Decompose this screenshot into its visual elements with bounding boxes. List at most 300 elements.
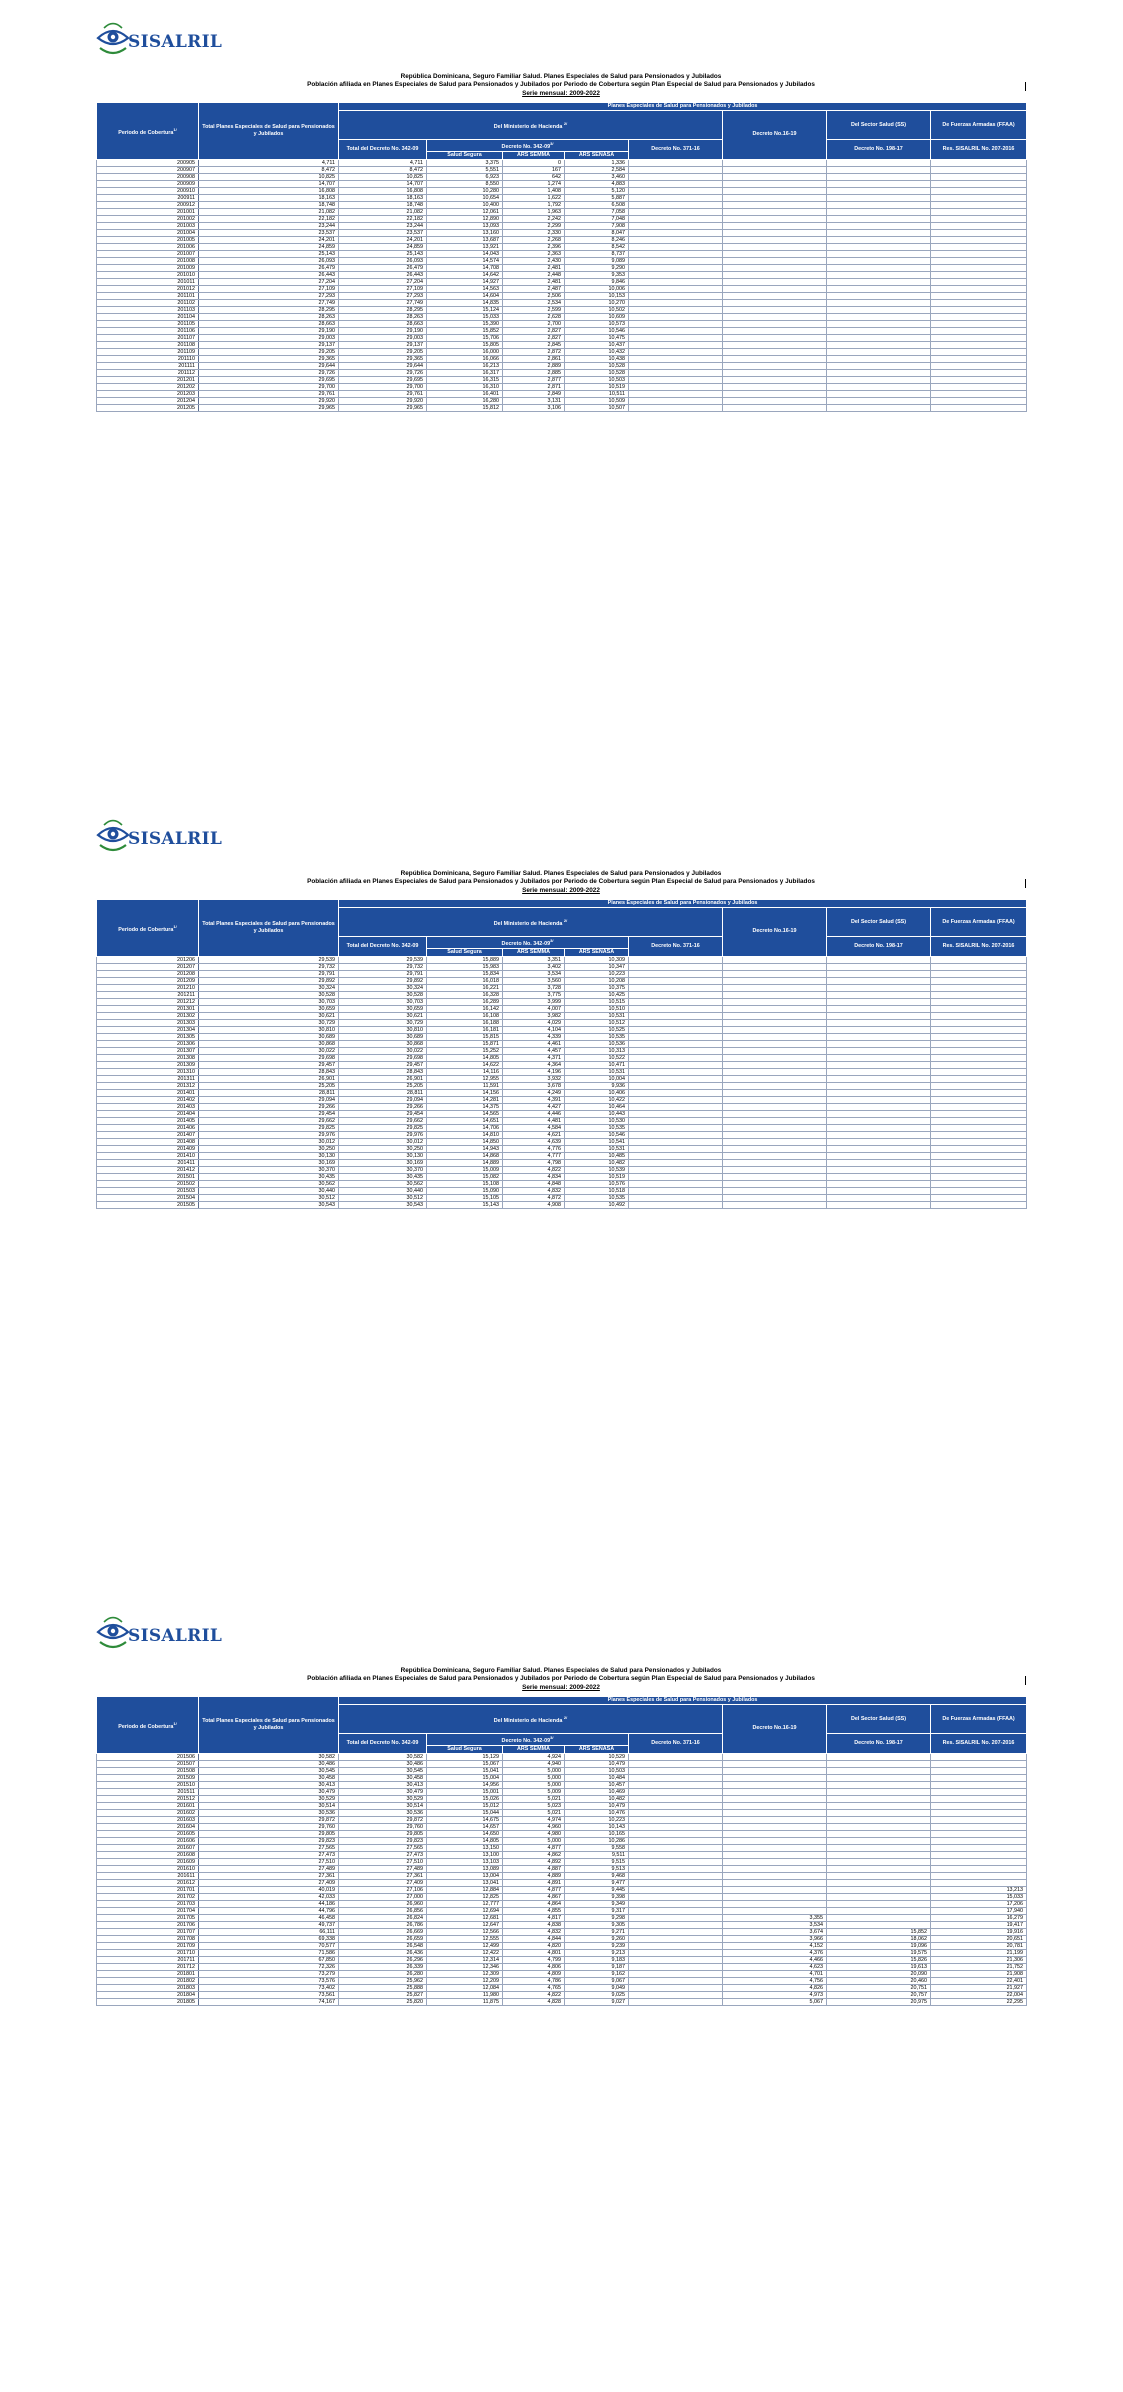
value-cell — [629, 362, 723, 369]
value-cell: 5,023 — [503, 1802, 565, 1809]
value-cell: 29,726 — [339, 369, 427, 376]
value-cell — [723, 355, 827, 362]
value-cell — [723, 1019, 827, 1026]
table-row — [97, 1844, 1027, 1851]
value-cell — [827, 1851, 931, 1858]
value-cell: 2,700 — [503, 320, 565, 327]
value-cell: 29,003 — [339, 334, 427, 341]
table-row — [97, 998, 1027, 1005]
value-cell: 4,872 — [503, 1194, 565, 1201]
value-cell: 29,700 — [339, 383, 427, 390]
value-cell: 30,528 — [199, 991, 339, 998]
value-cell — [723, 348, 827, 355]
value-cell — [827, 278, 931, 285]
coverage-table — [96, 102, 1052, 412]
value-cell: 10,443 — [565, 1110, 629, 1117]
value-cell: 4,891 — [503, 1879, 565, 1886]
header-salud-segura: Salud Segura — [427, 1745, 503, 1753]
value-cell: 9,317 — [565, 1907, 629, 1914]
value-cell — [827, 1879, 931, 1886]
value-cell: 13,150 — [427, 1844, 503, 1851]
value-cell — [723, 1774, 827, 1781]
period-cell: 201607 — [97, 1844, 199, 1851]
value-cell — [629, 1851, 723, 1858]
value-cell: 26,479 — [199, 264, 339, 271]
value-cell: 10,825 — [339, 173, 427, 180]
value-cell: 2,827 — [503, 334, 565, 341]
period-cell: 201109 — [97, 348, 199, 355]
value-cell: 30,659 — [339, 1005, 427, 1012]
value-cell: 40,019 — [199, 1886, 339, 1893]
value-cell: 2,396 — [503, 243, 565, 250]
value-cell: 29,695 — [199, 376, 339, 383]
period-cell: 201410 — [97, 1152, 199, 1159]
period-cell: 201709 — [97, 1942, 199, 1949]
value-cell — [723, 1795, 827, 1802]
value-cell: 14,565 — [427, 1110, 503, 1117]
title-edge-mark — [1025, 82, 1026, 91]
value-cell — [723, 1760, 827, 1767]
table-row — [97, 1082, 1027, 1089]
value-cell: 30,022 — [199, 1047, 339, 1054]
value-cell — [629, 1949, 723, 1956]
value-cell — [931, 1131, 1027, 1138]
value-cell: 12,309 — [427, 1970, 503, 1977]
value-cell: 14,116 — [427, 1068, 503, 1075]
value-cell: 4,446 — [503, 1110, 565, 1117]
logo-wordmark: SISALRIL — [128, 1626, 223, 1646]
value-cell — [723, 1781, 827, 1788]
table-row — [97, 215, 1027, 222]
value-cell — [629, 271, 723, 278]
value-cell: 9,298 — [565, 1914, 629, 1921]
value-cell — [723, 201, 827, 208]
value-cell: 10,223 — [565, 1816, 629, 1823]
value-cell — [827, 1823, 931, 1830]
value-cell — [931, 250, 1027, 257]
table-row — [97, 383, 1027, 390]
header-ars-senasa: ARS SENASA — [565, 948, 629, 956]
value-cell: 3,932 — [503, 1075, 565, 1082]
table-row — [97, 1089, 1027, 1096]
value-cell: 14,707 — [199, 180, 339, 187]
period-cell: 201209 — [97, 977, 199, 984]
value-cell — [931, 208, 1027, 215]
value-cell — [827, 1075, 931, 1082]
value-cell — [629, 187, 723, 194]
table-row — [97, 1110, 1027, 1117]
value-cell — [629, 215, 723, 222]
period-cell: 201003 — [97, 222, 199, 229]
period-cell: 201406 — [97, 1124, 199, 1131]
value-cell: 10,531 — [565, 1068, 629, 1075]
value-cell: 30,528 — [339, 991, 427, 998]
value-cell: 2,599 — [503, 306, 565, 313]
value-cell: 26,479 — [339, 264, 427, 271]
value-cell: 27,489 — [339, 1865, 427, 1872]
value-cell: 14,805 — [427, 1054, 503, 1061]
value-cell: 15,252 — [427, 1047, 503, 1054]
period-cell: 201708 — [97, 1935, 199, 1942]
table-row — [97, 963, 1027, 970]
table-row — [97, 285, 1027, 292]
value-cell — [629, 963, 723, 970]
period-cell: 201801 — [97, 1970, 199, 1977]
value-cell: 4,196 — [503, 1068, 565, 1075]
table-row — [97, 1774, 1027, 1781]
value-cell — [629, 1872, 723, 1879]
value-cell: 15,033 — [931, 1893, 1027, 1900]
period-cell: 201704 — [97, 1907, 199, 1914]
value-cell: 4,877 — [503, 1844, 565, 1851]
value-cell: 7,058 — [565, 208, 629, 215]
value-cell — [827, 1194, 931, 1201]
value-cell — [629, 166, 723, 173]
value-cell — [629, 1816, 723, 1823]
header-ars-senasa: ARS SENASA — [565, 1745, 629, 1753]
value-cell — [629, 1830, 723, 1837]
table-row — [97, 159, 1027, 166]
value-cell — [723, 1103, 827, 1110]
value-cell: 29,365 — [199, 355, 339, 362]
table-row — [97, 173, 1027, 180]
table-row — [97, 1075, 1027, 1082]
value-cell: 29,761 — [339, 390, 427, 397]
value-cell: 16,221 — [427, 984, 503, 991]
value-cell: 26,960 — [339, 1900, 427, 1907]
value-cell: 30,729 — [339, 1019, 427, 1026]
value-cell: 13,103 — [427, 1858, 503, 1865]
value-cell — [931, 390, 1027, 397]
table-row — [97, 1788, 1027, 1795]
value-cell: 30,582 — [199, 1753, 339, 1760]
value-cell: 26,436 — [339, 1949, 427, 1956]
value-cell — [931, 1012, 1027, 1019]
value-cell: 5,021 — [503, 1795, 565, 1802]
period-cell: 201002 — [97, 215, 199, 222]
table-row — [97, 166, 1027, 173]
header-ministerio: Del Ministerio de Hacienda $^{2/}$ — [339, 111, 723, 140]
value-cell: 7,048 — [565, 215, 629, 222]
value-cell: 12,777 — [427, 1900, 503, 1907]
value-cell: 4,457 — [503, 1047, 565, 1054]
period-cell: 200909 — [97, 180, 199, 187]
value-cell — [827, 1907, 931, 1914]
table-row — [97, 194, 1027, 201]
value-cell — [931, 1068, 1027, 1075]
value-cell: 4,029 — [503, 1019, 565, 1026]
value-cell — [629, 1886, 723, 1893]
value-cell: 10,208 — [565, 977, 629, 984]
period-cell: 200911 — [97, 194, 199, 201]
value-cell: 15,004 — [427, 1774, 503, 1781]
period-cell: 201712 — [97, 1963, 199, 1970]
value-cell — [931, 1753, 1027, 1760]
value-cell — [931, 180, 1027, 187]
period-cell: 201105 — [97, 320, 199, 327]
value-cell: 2,481 — [503, 264, 565, 271]
value-cell — [629, 1012, 723, 1019]
value-cell: 15,129 — [427, 1753, 503, 1760]
value-cell — [931, 1026, 1027, 1033]
period-cell: 201212 — [97, 998, 199, 1005]
value-cell: 10,223 — [565, 970, 629, 977]
value-cell — [723, 334, 827, 341]
header-row-2: Del Ministerio de Hacienda $^{2/}$ Decreto No.16-19 Del Sector Salud (SS) De Fuerzas Armadas (FFAA) De Policía Nacional (PN) — [97, 111, 1027, 140]
value-cell: 18,748 — [199, 201, 339, 208]
value-cell: 10,006 — [565, 285, 629, 292]
value-cell: 2,871 — [503, 383, 565, 390]
value-cell — [723, 194, 827, 201]
value-cell — [931, 166, 1027, 173]
period-cell: 201707 — [97, 1928, 199, 1935]
value-cell — [723, 1131, 827, 1138]
period-cell: 201701 — [97, 1886, 199, 1893]
period-cell: 201403 — [97, 1103, 199, 1110]
value-cell: 29,137 — [199, 341, 339, 348]
value-cell: 8,472 — [339, 166, 427, 173]
value-cell: 10,825 — [199, 173, 339, 180]
value-cell — [723, 1809, 827, 1816]
table-row — [97, 1180, 1027, 1187]
report-subtitle: Población afiliada en Planes Especiales de Salud para Pensionados y Jubilados por Periodo de Cobertura según Plan Especial de Salud para Pensionados y Jubilados — [307, 81, 815, 89]
value-cell — [827, 956, 931, 963]
value-cell: 30,810 — [339, 1026, 427, 1033]
value-cell — [723, 292, 827, 299]
value-cell — [931, 376, 1027, 383]
value-cell — [629, 1033, 723, 1040]
value-cell — [629, 1089, 723, 1096]
period-cell: 201512 — [97, 1795, 199, 1802]
value-cell: 44,796 — [199, 1907, 339, 1914]
value-cell — [827, 1760, 931, 1767]
value-cell: 9,305 — [565, 1921, 629, 1928]
value-cell: 29,726 — [199, 369, 339, 376]
table-row — [97, 229, 1027, 236]
header-planes-especiales: Planes Especiales de Salud para Pensionados y Jubilados — [339, 103, 1027, 111]
value-cell: 30,012 — [199, 1138, 339, 1145]
value-cell: 29,892 — [199, 977, 339, 984]
period-cell: 201511 — [97, 1788, 199, 1795]
table-row — [97, 369, 1027, 376]
value-cell: 27,204 — [339, 278, 427, 285]
value-cell: 10,309 — [565, 956, 629, 963]
value-cell: 16,315 — [427, 376, 503, 383]
value-cell — [629, 236, 723, 243]
period-cell: 201501 — [97, 1173, 199, 1180]
value-cell — [827, 1117, 931, 1124]
value-cell — [827, 320, 931, 327]
value-cell — [629, 1103, 723, 1110]
value-cell: 6,923 — [427, 173, 503, 180]
value-cell — [931, 299, 1027, 306]
value-cell: 12,061 — [427, 208, 503, 215]
value-cell — [629, 1173, 723, 1180]
value-cell — [723, 369, 827, 376]
value-cell — [931, 1823, 1027, 1830]
period-cell: 201205 — [97, 404, 199, 411]
table-row — [97, 1879, 1027, 1886]
value-cell — [827, 1166, 931, 1173]
value-cell: 3,402 — [503, 963, 565, 970]
value-cell — [629, 1767, 723, 1774]
value-cell — [629, 1893, 723, 1900]
value-cell — [723, 1788, 827, 1795]
period-cell: 201001 — [97, 208, 199, 215]
value-cell — [629, 299, 723, 306]
value-cell: 14,706 — [427, 1124, 503, 1131]
value-cell — [629, 1117, 723, 1124]
value-cell: 22,004 — [931, 1991, 1027, 1998]
report-period: Serie mensual: 2009-2022 — [522, 1683, 600, 1691]
value-cell — [723, 1865, 827, 1872]
table-row — [97, 264, 1027, 271]
value-cell — [931, 1075, 1027, 1082]
value-cell — [931, 1180, 1027, 1187]
value-cell: 30,659 — [199, 1005, 339, 1012]
value-cell: 10,522 — [565, 1054, 629, 1061]
table-row — [97, 1921, 1027, 1928]
value-cell — [723, 229, 827, 236]
header-res-pn: Res. SISALRIL No. 207-2016 — [931, 140, 1027, 160]
table-row — [97, 187, 1027, 194]
value-cell — [629, 1970, 723, 1977]
value-cell — [629, 243, 723, 250]
value-cell — [931, 1844, 1027, 1851]
value-cell — [723, 1907, 827, 1914]
value-cell: 14,835 — [427, 299, 503, 306]
value-cell — [629, 257, 723, 264]
value-cell — [827, 1830, 931, 1837]
value-cell: 9,558 — [565, 1844, 629, 1851]
value-cell: 4,940 — [503, 1760, 565, 1767]
value-cell: 13,160 — [427, 229, 503, 236]
value-cell: 9,027 — [565, 1998, 629, 2005]
value-cell — [931, 264, 1027, 271]
period-cell: 201804 — [97, 1991, 199, 1998]
period-cell: 201604 — [97, 1823, 199, 1830]
value-cell — [629, 278, 723, 285]
sisalril-logo — [96, 817, 223, 857]
table-row — [97, 1012, 1027, 1019]
value-cell: 9,515 — [565, 1858, 629, 1865]
value-cell — [931, 1201, 1027, 1208]
value-cell: 2,877 — [503, 376, 565, 383]
value-cell — [723, 166, 827, 173]
value-cell — [827, 1187, 931, 1194]
value-cell: 4,391 — [503, 1096, 565, 1103]
value-cell: 29,920 — [199, 397, 339, 404]
value-cell: 30,012 — [339, 1138, 427, 1145]
value-cell — [723, 1110, 827, 1117]
value-cell: 10,406 — [565, 1089, 629, 1096]
value-cell: 4,908 — [503, 1201, 565, 1208]
header-row-1 — [97, 900, 1027, 908]
value-cell: 15,834 — [427, 970, 503, 977]
report-titles — [96, 73, 1026, 98]
value-cell: 73,576 — [199, 1977, 339, 1984]
period-cell: 201510 — [97, 1781, 199, 1788]
value-cell: 30,536 — [339, 1809, 427, 1816]
value-cell — [629, 977, 723, 984]
value-cell — [629, 1096, 723, 1103]
value-cell: 10,541 — [565, 1138, 629, 1145]
period-cell: 201006 — [97, 243, 199, 250]
value-cell — [931, 320, 1027, 327]
value-cell — [931, 1774, 1027, 1781]
value-cell — [723, 991, 827, 998]
value-cell: 29,266 — [199, 1103, 339, 1110]
table-row — [97, 390, 1027, 397]
value-cell — [931, 362, 1027, 369]
value-cell: 29,976 — [339, 1131, 427, 1138]
value-cell: 3,460 — [565, 173, 629, 180]
value-cell — [827, 327, 931, 334]
value-cell — [827, 1767, 931, 1774]
value-cell: 10,484 — [565, 1774, 629, 1781]
period-cell: 201007 — [97, 250, 199, 257]
period-cell: 201409 — [97, 1145, 199, 1152]
value-cell: 16,328 — [427, 991, 503, 998]
value-cell: 15,044 — [427, 1809, 503, 1816]
value-cell: 167 — [503, 166, 565, 173]
value-cell: 9,445 — [565, 1886, 629, 1893]
value-cell — [931, 159, 1027, 166]
value-cell — [827, 1753, 931, 1760]
value-cell: 10,485 — [565, 1152, 629, 1159]
value-cell — [629, 1914, 723, 1921]
header-total-planes: Total Planes Especiales de Salud para Pensionados y Jubilados — [199, 103, 339, 160]
value-cell: 10,536 — [565, 1040, 629, 1047]
value-cell: 29,791 — [199, 970, 339, 977]
value-cell — [723, 243, 827, 250]
value-cell — [931, 271, 1027, 278]
value-cell: 30,324 — [339, 984, 427, 991]
period-cell: 201602 — [97, 1809, 199, 1816]
value-cell — [629, 1963, 723, 1970]
table-row — [97, 201, 1027, 208]
period-cell: 201508 — [97, 1767, 199, 1774]
value-cell — [629, 348, 723, 355]
value-cell — [827, 1774, 931, 1781]
value-cell: 4,007 — [503, 1005, 565, 1012]
value-cell: 29,205 — [339, 348, 427, 355]
value-cell: 10,528 — [565, 369, 629, 376]
value-cell: 10,535 — [565, 1124, 629, 1131]
value-cell: 1,963 — [503, 208, 565, 215]
value-cell: 4,756 — [723, 1977, 827, 1984]
value-cell: 3,775 — [503, 991, 565, 998]
value-cell — [931, 1138, 1027, 1145]
value-cell: 10,469 — [565, 1788, 629, 1795]
value-cell: 30,458 — [199, 1774, 339, 1781]
value-cell: 30,868 — [339, 1040, 427, 1047]
value-cell: 30,458 — [339, 1774, 427, 1781]
value-cell — [827, 1005, 931, 1012]
value-cell — [629, 334, 723, 341]
value-cell — [723, 1767, 827, 1774]
value-cell — [723, 299, 827, 306]
value-cell — [931, 991, 1027, 998]
value-cell — [931, 1033, 1027, 1040]
value-cell: 29,698 — [199, 1054, 339, 1061]
value-cell: 29,976 — [199, 1131, 339, 1138]
value-cell — [629, 208, 723, 215]
value-cell: 74,167 — [199, 1998, 339, 2005]
value-cell — [723, 180, 827, 187]
value-cell — [931, 285, 1027, 292]
value-cell — [827, 264, 931, 271]
